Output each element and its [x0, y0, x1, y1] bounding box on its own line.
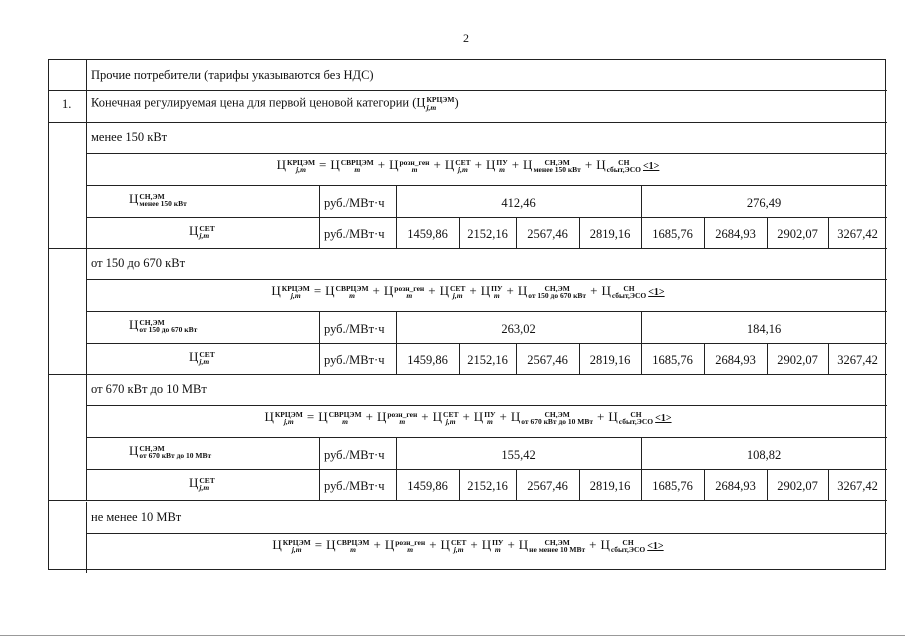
subscript: m	[406, 291, 413, 301]
price-symbol: Ц	[318, 409, 328, 424]
price-symbol-indices	[283, 539, 311, 554]
tariff-table	[48, 59, 886, 570]
price-symbol-indices	[529, 539, 585, 554]
price-symbol: Ц	[480, 283, 491, 298]
price-symbol: Ц	[383, 283, 394, 298]
set-value: 2152,16	[467, 353, 508, 367]
set-value: 2567,46	[527, 227, 568, 241]
price-symbol: Ц	[330, 157, 340, 172]
superscript: ПУ	[484, 409, 496, 419]
price-symbol: Ц	[439, 283, 449, 298]
unit-label: руб./МВт·ч	[324, 322, 385, 336]
subscript: от 150 до 670 кВт	[139, 325, 198, 335]
price-symbol: Ц	[608, 409, 618, 424]
set-value: 2684,93	[715, 353, 756, 367]
operator: =	[319, 157, 327, 172]
table-rule-horizontal	[49, 500, 887, 501]
price-symbol-indices	[287, 159, 315, 174]
superscript: СН,ЭМ	[139, 317, 165, 327]
price-symbol: Ц	[523, 157, 533, 172]
price-symbol: Ц	[129, 443, 139, 458]
superscript: СЕТ	[199, 223, 215, 233]
table-rule-horizontal	[86, 185, 887, 186]
superscript: СН,ЭМ	[544, 283, 570, 293]
price-symbol-indices	[492, 539, 503, 554]
row-1-indices	[426, 96, 454, 111]
price-symbol: Ц	[326, 537, 336, 552]
footnote-ref: <1>	[647, 541, 664, 552]
snem-symbol	[129, 192, 187, 208]
price-symbol-indices	[394, 285, 424, 300]
subscript: j,m	[452, 291, 463, 301]
section-title: не менее 10 МВт	[91, 510, 182, 524]
price-symbol: Ц	[510, 409, 521, 424]
operator: +	[470, 537, 478, 552]
scan-edge-line	[0, 635, 905, 636]
operator: =	[306, 409, 315, 424]
superscript: СЕТ	[449, 283, 466, 293]
operator: +	[597, 409, 605, 424]
superscript: розн_ген	[394, 283, 425, 293]
operator: =	[313, 283, 322, 298]
subscript: j,m	[453, 545, 464, 555]
subscript: m	[349, 291, 355, 301]
price-symbol: Ц	[444, 157, 455, 172]
superscript: СН	[623, 283, 635, 293]
subscript: m	[499, 165, 505, 175]
set-value: 2902,07	[777, 353, 818, 367]
superscript: ПУ	[491, 283, 503, 293]
price-symbol-indices	[199, 477, 214, 492]
subscript: от 670 кВт до 10 МВт	[139, 451, 212, 461]
set-value: 2819,16	[589, 227, 631, 241]
formula-1	[49, 158, 887, 174]
section-title: от 670 кВт до 10 МВт	[91, 382, 207, 396]
superscript: СН	[630, 409, 642, 419]
superscript: СН,ЭМ	[544, 409, 570, 419]
price-symbol-indices	[139, 193, 186, 208]
set-value: 1685,76	[652, 479, 693, 493]
superscript: ПУ	[496, 157, 508, 167]
superscript: СВРЦЭМ	[335, 283, 369, 293]
subscript: j,m	[426, 102, 437, 112]
subscript: j,m	[291, 545, 302, 555]
superscript: КРЦЭМ	[282, 537, 311, 547]
subscript: сбыт,ЭСО	[618, 417, 654, 427]
table-rule-horizontal	[86, 437, 887, 438]
unit-label: руб./МВт·ч	[324, 196, 385, 210]
snem-value: 155,42	[501, 448, 536, 462]
price-symbol: Ц	[189, 475, 199, 490]
table-rule-horizontal	[49, 248, 887, 249]
price-symbol: Ц	[376, 409, 387, 424]
snem-value: 276,49	[746, 196, 782, 210]
operator: +	[584, 157, 593, 172]
price-symbol-indices	[199, 351, 214, 366]
price-symbol: Ц	[440, 537, 450, 552]
subscript: m	[350, 545, 356, 555]
subscript: m	[354, 165, 361, 175]
subscript: m	[486, 417, 493, 427]
superscript: КРЦЭМ	[274, 409, 303, 419]
section-title: менее 150 кВт	[91, 130, 168, 144]
subscript: j,m	[199, 231, 210, 241]
table-rule-horizontal	[86, 533, 887, 534]
set-symbol	[189, 476, 215, 492]
superscript: СЕТ	[199, 475, 215, 485]
set-value: 2567,46	[527, 353, 568, 367]
subscript: j,m	[199, 357, 210, 367]
superscript: СЕТ	[443, 409, 459, 419]
price-symbol: Ц	[518, 537, 529, 552]
price-symbol-indices	[400, 159, 430, 174]
price-symbol-indices	[607, 159, 641, 174]
operator: +	[589, 537, 597, 552]
superscript: СВРЦЭМ	[340, 157, 374, 167]
page-number: 2	[463, 31, 469, 45]
price-symbol-indices	[533, 159, 580, 174]
price-symbol: Ц	[601, 283, 611, 298]
operator: +	[433, 157, 441, 172]
subscript: j,m	[283, 417, 294, 427]
section-title: от 150 до 670 кВт	[91, 256, 186, 270]
operator: +	[373, 537, 381, 552]
subscript: m	[411, 165, 418, 175]
set-symbol	[189, 350, 215, 366]
price-symbol-indices	[387, 411, 417, 426]
price-symbol-indices	[521, 411, 593, 426]
price-symbol: Ц	[189, 349, 199, 364]
set-value: 2902,07	[777, 227, 818, 241]
price-symbol: Ц	[276, 157, 286, 172]
set-value: 1459,86	[407, 353, 448, 367]
operator: +	[474, 157, 482, 172]
price-symbol-indices	[395, 539, 425, 554]
subscript: m	[407, 545, 414, 555]
footnote-ref: <1>	[655, 413, 672, 424]
subscript: j,m	[458, 165, 468, 175]
table-rule-vertical	[319, 185, 320, 248]
price-symbol-indices	[484, 411, 495, 426]
snem-value: 412,46	[501, 196, 536, 210]
set-value: 3267,42	[837, 353, 878, 367]
table-rule-horizontal	[86, 311, 887, 312]
set-value: 2152,16	[467, 227, 508, 241]
table-rule-horizontal	[86, 153, 887, 154]
price-symbol-indices	[451, 539, 466, 554]
formula-2	[49, 284, 887, 300]
subscript: m	[493, 291, 500, 301]
table-rule-vertical	[319, 437, 320, 500]
price-symbol-indices	[528, 285, 586, 300]
footnote-ref: <1>	[648, 287, 665, 298]
operator: +	[499, 409, 507, 424]
operator: +	[511, 157, 520, 172]
table-rule-horizontal	[49, 374, 887, 375]
operator: +	[365, 409, 373, 424]
operator: +	[507, 537, 515, 552]
operator: +	[428, 283, 436, 298]
superscript: КРЦЭМ	[426, 95, 455, 104]
operator: +	[469, 283, 477, 298]
operator: +	[429, 537, 437, 552]
price-symbol: Ц	[129, 191, 139, 206]
table-rule-vertical	[86, 60, 87, 122]
snem-value: 184,16	[746, 322, 782, 336]
price-symbol: Ц	[481, 537, 492, 552]
superscript: СН,ЭМ	[139, 443, 165, 453]
set-symbol	[189, 224, 215, 240]
subscript: менее 150 кВт	[533, 165, 581, 175]
price-symbol-indices	[337, 539, 370, 554]
subscript: j,m	[199, 483, 210, 493]
set-value: 2819,16	[589, 353, 631, 367]
price-symbol-indices	[443, 411, 458, 426]
set-value: 2819,16	[589, 479, 631, 493]
subscript: m	[342, 417, 349, 427]
operator: =	[314, 537, 323, 552]
table-rule-horizontal	[49, 122, 887, 123]
superscript: КРЦЭМ	[287, 157, 316, 167]
price-symbol: Ц	[129, 317, 139, 332]
superscript: ПУ	[492, 537, 504, 547]
superscript: СЕТ	[450, 537, 467, 547]
price-symbol: Ц	[600, 537, 610, 552]
formula-4	[49, 538, 887, 554]
price-symbol: Ц	[272, 537, 282, 552]
table-rule-horizontal	[86, 279, 887, 280]
row-1-text: Конечная регулируемая цена для первой ценовой категории (Ц	[91, 95, 426, 110]
unit-label: руб./МВт·ч	[324, 353, 385, 367]
superscript: СЕТ	[455, 157, 471, 167]
subscript: менее 150 кВт	[139, 199, 187, 209]
price-symbol-indices	[341, 159, 374, 174]
price-symbol-indices	[199, 225, 214, 240]
set-value: 1685,76	[652, 353, 693, 367]
superscript: СН	[622, 537, 634, 547]
price-symbol-indices	[139, 445, 211, 460]
operator: +	[377, 157, 386, 172]
row-1-close: )	[454, 95, 459, 110]
price-symbol: Ц	[384, 537, 395, 552]
subscript: от 670 кВт до 10 МВт	[521, 417, 594, 427]
price-symbol: Ц	[473, 409, 484, 424]
superscript: розн_ген	[399, 157, 430, 167]
row-number: 1.	[62, 97, 72, 111]
table-rule-vertical	[319, 311, 320, 374]
price-symbol: Ц	[596, 157, 606, 172]
price-symbol-indices	[275, 411, 303, 426]
subscript: не менее 10 МВт	[529, 545, 586, 555]
superscript: КРЦЭМ	[281, 283, 310, 293]
table-rule-horizontal	[86, 405, 887, 406]
table-rule-horizontal	[49, 90, 887, 91]
price-symbol-indices	[611, 539, 645, 554]
superscript: СВРЦЭМ	[328, 409, 362, 419]
price-symbol-indices	[329, 411, 362, 426]
superscript: розн_ген	[395, 537, 426, 547]
price-symbol: Ц	[432, 409, 443, 424]
subscript: от 150 до 670 кВт	[528, 291, 587, 301]
snem-symbol	[129, 444, 211, 460]
superscript: СН	[618, 157, 630, 167]
price-symbol-indices	[612, 285, 646, 300]
subscript: j,m	[445, 417, 456, 427]
subscript: сбыт,ЭСО	[611, 291, 647, 301]
section-header: Прочие потребители (тарифы указываются без НДС)	[91, 68, 374, 82]
unit-label: руб./МВт·ч	[324, 227, 385, 241]
subscript: сбыт,ЭСО	[606, 165, 641, 175]
superscript: СН,ЭМ	[544, 537, 570, 547]
unit-label: руб./МВт·ч	[324, 448, 385, 462]
superscript: СН,ЭМ	[139, 191, 165, 201]
subscript: сбыт,ЭСО	[610, 545, 646, 555]
subscript: j,m	[290, 291, 301, 301]
operator: +	[421, 409, 429, 424]
set-value: 1459,86	[407, 227, 448, 241]
price-symbol: Ц	[517, 283, 528, 298]
subscript: m	[494, 545, 501, 555]
price-symbol: Ц	[485, 157, 496, 172]
set-value: 2152,16	[467, 479, 508, 493]
operator: +	[372, 283, 380, 298]
price-symbol-indices	[139, 319, 197, 334]
price-symbol-indices	[455, 159, 470, 174]
operator: +	[590, 283, 598, 298]
formula-3	[49, 410, 887, 426]
superscript: СВРЦЭМ	[336, 537, 370, 547]
superscript: розн_ген	[387, 409, 418, 419]
set-value: 2567,46	[527, 479, 568, 493]
superscript: СЕТ	[199, 349, 215, 359]
price-symbol-indices	[336, 285, 369, 300]
set-value: 3267,42	[837, 227, 878, 241]
set-value: 1459,86	[407, 479, 448, 493]
price-symbol: Ц	[271, 283, 281, 298]
price-symbol: Ц	[325, 283, 335, 298]
subscript: m	[399, 417, 406, 427]
snem-value: 108,82	[746, 448, 782, 462]
set-value: 2684,93	[715, 227, 756, 241]
operator: +	[462, 409, 470, 424]
price-symbol-indices	[491, 285, 502, 300]
snem-value: 263,02	[501, 322, 536, 336]
price-symbol: Ц	[264, 409, 274, 424]
unit-label: руб./МВт·ч	[324, 479, 385, 493]
operator: +	[506, 283, 514, 298]
snem-symbol	[129, 318, 197, 334]
set-value: 1685,76	[652, 227, 693, 241]
price-symbol-indices	[450, 285, 465, 300]
footnote-ref: <1>	[642, 161, 660, 172]
superscript: СН,ЭМ	[544, 157, 570, 167]
set-value: 2902,07	[777, 479, 818, 493]
price-symbol-indices	[282, 285, 310, 300]
subscript: j,m	[296, 165, 306, 175]
row-1-title	[91, 96, 459, 111]
price-symbol: Ц	[189, 223, 199, 238]
set-value: 3267,42	[837, 479, 878, 493]
price-symbol-indices	[496, 159, 507, 174]
price-symbol-indices	[619, 411, 653, 426]
set-value: 2684,93	[715, 479, 756, 493]
price-symbol: Ц	[389, 157, 399, 172]
